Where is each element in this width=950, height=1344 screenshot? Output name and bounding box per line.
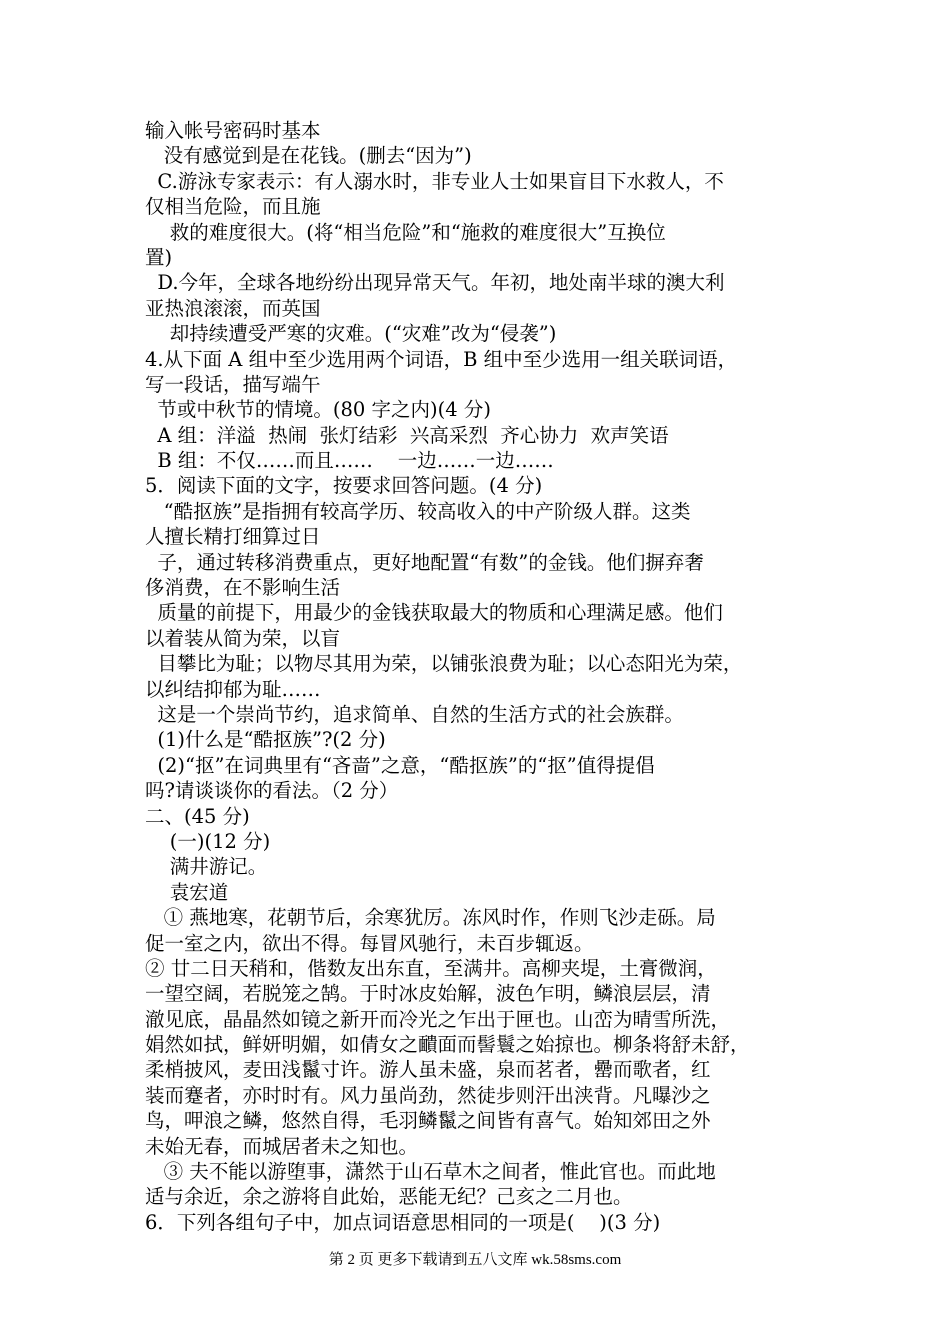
text-line: 一望空阔，若脱笼之鹄。于时冰皮始解，波色乍明，鳞浪层层，清: [145, 982, 711, 1006]
text-line: 以着装从简为荣，以盲: [145, 626, 341, 650]
text-line: (2)“抠”在词典里有“吝啬”之意，“酷抠族”的“抠”值得提倡: [145, 753, 655, 777]
text-line: 满井游记。: [145, 855, 268, 879]
text-line: 目攀比为耻；以物尽其用为荣，以铺张浪费为耻；以心态阳光为荣，: [145, 652, 743, 676]
text-line: 未始无春，而城居者未之知也。: [145, 1134, 419, 1158]
text-line: B 组：不仅……而且…… 一边……一边……: [145, 449, 554, 473]
text-line: 袁宏道: [145, 880, 229, 904]
text-line: ① 燕地寒，花朝节后，余寒犹厉。冻风时作，作则飞沙走砾。局: [145, 906, 716, 930]
text-line: 以纠结抑郁为耻……: [145, 677, 321, 701]
text-line: 写一段话，描写端午: [145, 372, 321, 396]
text-line: 侈消费，在不影响生活: [145, 576, 341, 600]
text-line: 没有感觉到是在花钱。(删去“因为”): [145, 144, 472, 168]
text-line: 6．下列各组句子中，加点词语意思相同的一项是( )(3 分): [145, 1210, 661, 1234]
text-line: 人擅长精打细算过日: [145, 525, 321, 549]
text-line: 澈见底，晶晶然如镜之新开而冷光之乍出于匣也。山峦为晴雪所洗，: [145, 1007, 731, 1031]
text-line: 柔梢披风，麦田浅鬣寸许。游人虽未盛，泉而茗者，罍而歌者，红: [145, 1058, 711, 1082]
text-line: 装而蹇者，亦时时有。风力虽尚劲，然徒步则汗出浃背。凡曝沙之: [145, 1083, 711, 1107]
text-line: ② 廿二日天稍和，偕数友出东直，至满井。高柳夹堤，土膏微润，: [145, 956, 717, 980]
text-line: 输入帐号密码时基本: [145, 119, 321, 142]
text-line: 质量的前提下，用最少的金钱获取最大的物质和心理满足感。他们: [145, 601, 723, 625]
text-line: ③ 夫不能以游堕事，潇然于山石草木之间者，惟此官也。而此地: [145, 1160, 716, 1184]
text-line: 5．阅读下面的文字，按要求回答问题。(4 分): [145, 474, 543, 498]
text-line: 适与余近，余之游将自此始，恶能无纪？己亥之二月也。: [145, 1185, 633, 1209]
text-line: D.今年，全球各地纷纷出现异常天气。年初，地处南半球的澳大利: [145, 271, 725, 295]
text-line: 亚热浪滚滚，而英国: [145, 296, 321, 320]
text-line: 二、(45 分): [145, 804, 250, 828]
text-line: A 组：洋溢 热闹 张灯结彩 兴高采烈 齐心协力 欢声笑语: [145, 423, 669, 447]
text-line: 置): [145, 245, 173, 269]
text-line: 仅相当危险，而且施: [145, 195, 321, 219]
page-footer: 第 2 页 更多下载请到五八文库 wk.58sms.com: [328, 1252, 622, 1268]
text-line: 鸟，呷浪之鳞，悠然自得，毛羽鳞鬣之间皆有喜气。始知郊田之外: [145, 1109, 711, 1133]
text-line: (一)(12 分): [145, 829, 271, 853]
text-line: 4.从下面 A 组中至少选用两个词语，B 组中至少选用一组关联词语，: [145, 347, 738, 371]
text-line: 吗?请谈谈你的看法。（2 分）: [145, 779, 399, 803]
text-line: 救的难度很大。(将“相当危险”和“施救的难度很大”互换位: [145, 220, 666, 244]
text-line: 节或中秋节的情境。(80 字之内)(4 分): [145, 398, 491, 422]
text-line: 这是一个崇尚节约，追求简单、自然的生活方式的社会族群。: [145, 702, 684, 726]
text-line: 促一室之内，欲出不得。每冒风驰行，未百步辄返。: [145, 931, 594, 955]
document-body: [145, 118, 845, 1235]
text-line: C.游泳专家表示：有人溺水时，非专业人士如果盲目下水救人，不: [145, 169, 724, 193]
text-line: 却持续遭受严寒的灾难。(“灾难”改为“侵袭”): [145, 322, 557, 346]
text-line: 子，通过转移消费重点，更好地配置“有数”的金钱。他们摒弃奢: [145, 550, 704, 574]
text-line: “酷抠族”是指拥有较高学历、较高收入的中产阶级人群。这类: [145, 499, 691, 523]
text-line: (1)什么是“酷抠族”?(2 分): [145, 728, 386, 752]
text-line: 娟然如拭，鲜妍明媚，如倩女之靧面而髻鬟之始掠也。柳条将舒未舒，: [145, 1033, 750, 1057]
